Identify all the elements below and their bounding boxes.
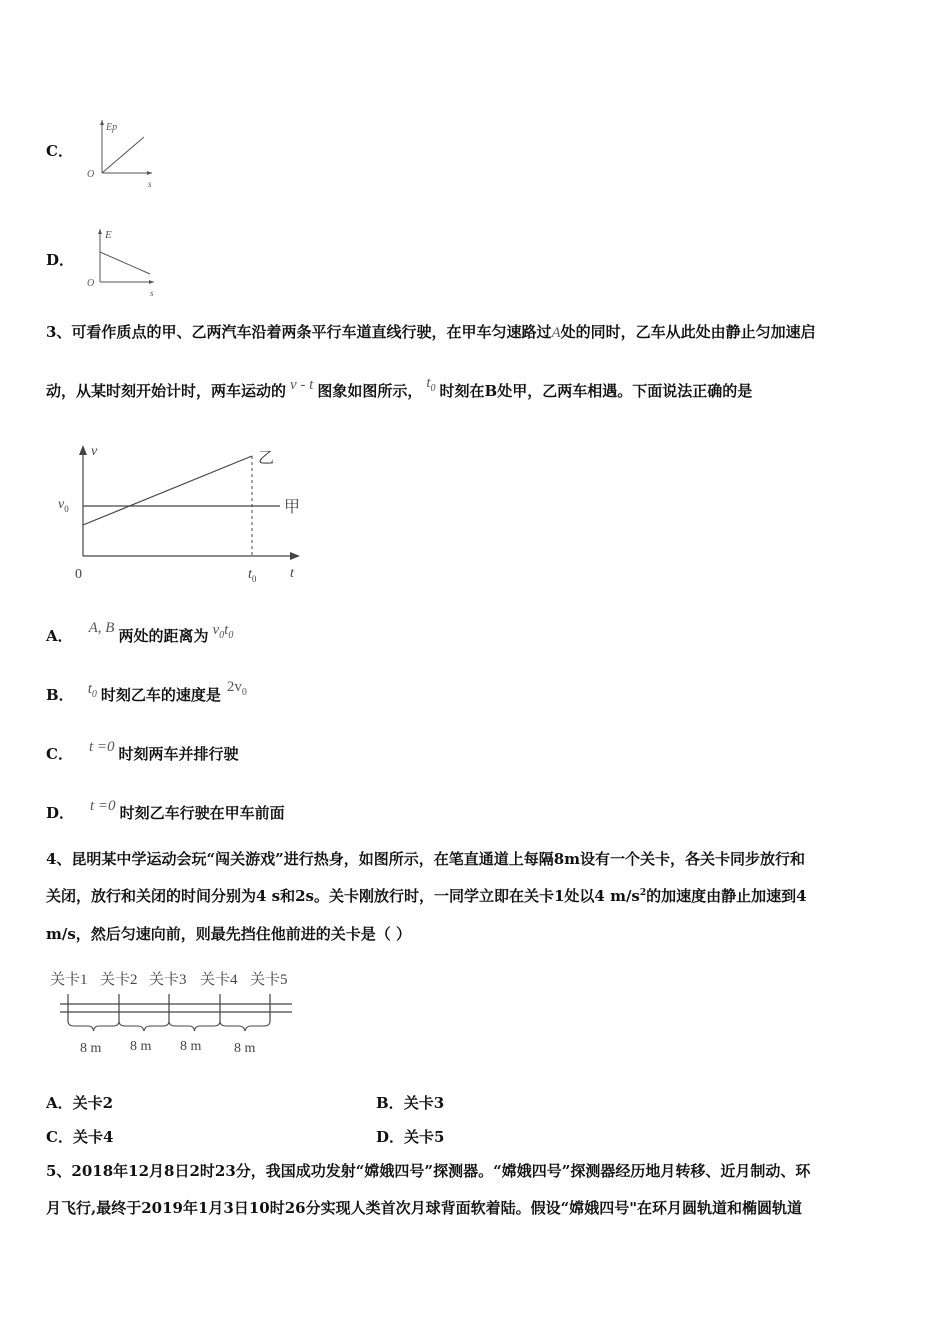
q3-option-c[interactable]: C． t =0 时刻两车并排行驶 — [46, 739, 239, 763]
q4-line3: m/s，然后匀速向前，则最先挡住他前进的关卡是（ ） — [46, 925, 412, 943]
q4-line1: 4、昆明某中学运动会玩“闯关游戏”进行热身，如图所示，在笔直通道上每隔8m设有一个关卡，各关卡同步放行和 — [46, 850, 806, 868]
origin-label: O — [87, 169, 95, 180]
v-axis-arrow — [79, 445, 87, 455]
q4-option-a[interactable]: A．关卡2 — [46, 1094, 114, 1112]
gate-label-1: 关卡1 — [50, 972, 88, 988]
q5-line1: 5、2018年12月8日2时23分，我国成功发射“嫦娥四号”探测器。“嫦娥四号”探测器经历地月转移、近月制动、环 — [46, 1162, 811, 1180]
gate-label-3: 关卡3 — [149, 972, 187, 988]
gate-label-2: 关卡2 — [100, 972, 138, 988]
ep-line — [102, 137, 144, 173]
gate-label-4: 关卡4 — [200, 972, 238, 988]
v0-label: $v_0$ — [58, 497, 69, 514]
distance-label-1: 8 m — [80, 1041, 102, 1056]
q3-option-a[interactable]: A． A, B 两处的距离为 $v_0t_0$ — [46, 620, 234, 645]
option-d-graph — [84, 224, 164, 299]
option-c-label: C． — [46, 142, 73, 160]
yi-line — [83, 456, 252, 525]
jia-label: 甲 — [284, 499, 301, 516]
q4-gates-figure — [48, 966, 304, 1058]
q4-option-c[interactable]: C．关卡4 — [46, 1128, 114, 1146]
q4-option-d[interactable]: D．关卡5 — [376, 1128, 445, 1146]
yi-label: 乙 — [258, 450, 275, 467]
q3-line1: 3、可看作质点的甲、乙两汽车沿着两条平行车道直线行驶，在甲车匀速路过A处的同时，乙车从此处由静止匀加速启 — [46, 323, 816, 341]
distance-label-3: 8 m — [180, 1039, 202, 1054]
option-c-graph — [84, 115, 164, 190]
v-axis-label: v — [91, 444, 98, 459]
brace-2 — [119, 1021, 169, 1031]
brace-3 — [169, 1021, 220, 1031]
q5-line2: 月飞行,最终于2019年1月3日10时26分实现人类首次月球背面软着陆。假设“嫦娥四号"在环月圆轨道和椭圆轨道 — [46, 1199, 803, 1217]
q3-option-b[interactable]: B． $t_0$ 时刻乙车的速度是 $2v_0$ — [46, 679, 247, 704]
distance-label-2: 8 m — [130, 1039, 152, 1054]
gate-label-5: 关卡5 — [250, 972, 288, 988]
y-axis-arrow — [98, 229, 102, 234]
x-axis-arrow — [147, 171, 152, 175]
q3-option-d[interactable]: D． t =0 时刻乙车行驶在甲车前面 — [46, 798, 285, 822]
brace-1 — [68, 1021, 119, 1031]
t0-label: $t_0$ — [248, 567, 257, 584]
x-axis-label: s — [150, 288, 154, 298]
x-axis-arrow — [149, 280, 154, 284]
brace-4 — [220, 1021, 270, 1031]
q4-option-b[interactable]: B．关卡3 — [376, 1094, 445, 1112]
x-axis-label: s — [148, 179, 152, 189]
y-axis-label: Ep — [106, 122, 118, 133]
origin-label: 0 — [75, 567, 82, 582]
e-line — [100, 252, 150, 274]
t-axis-arrow — [290, 552, 300, 560]
y-axis-label: E — [105, 229, 112, 241]
q4-line2: 关闭，放行和关闭的时间分别为4 s和2s。关卡刚放行时，一同学立即在关卡1处以4 $m/s^2$的加速度由静止加速到4 — [46, 887, 807, 905]
origin-label: O — [87, 278, 95, 289]
q3-line2: 动，从某时刻开始计时，两车运动的 v - t 图象如图所示， $t_0$ 时刻在B处甲，乙两车相遇。下面说法正确的是 — [46, 375, 753, 400]
y-axis-arrow — [100, 120, 104, 125]
q3-vt-graph — [52, 438, 314, 588]
t-axis-label: t — [290, 566, 294, 581]
option-d-label: D． — [46, 251, 75, 269]
distance-label-4: 8 m — [234, 1041, 256, 1056]
